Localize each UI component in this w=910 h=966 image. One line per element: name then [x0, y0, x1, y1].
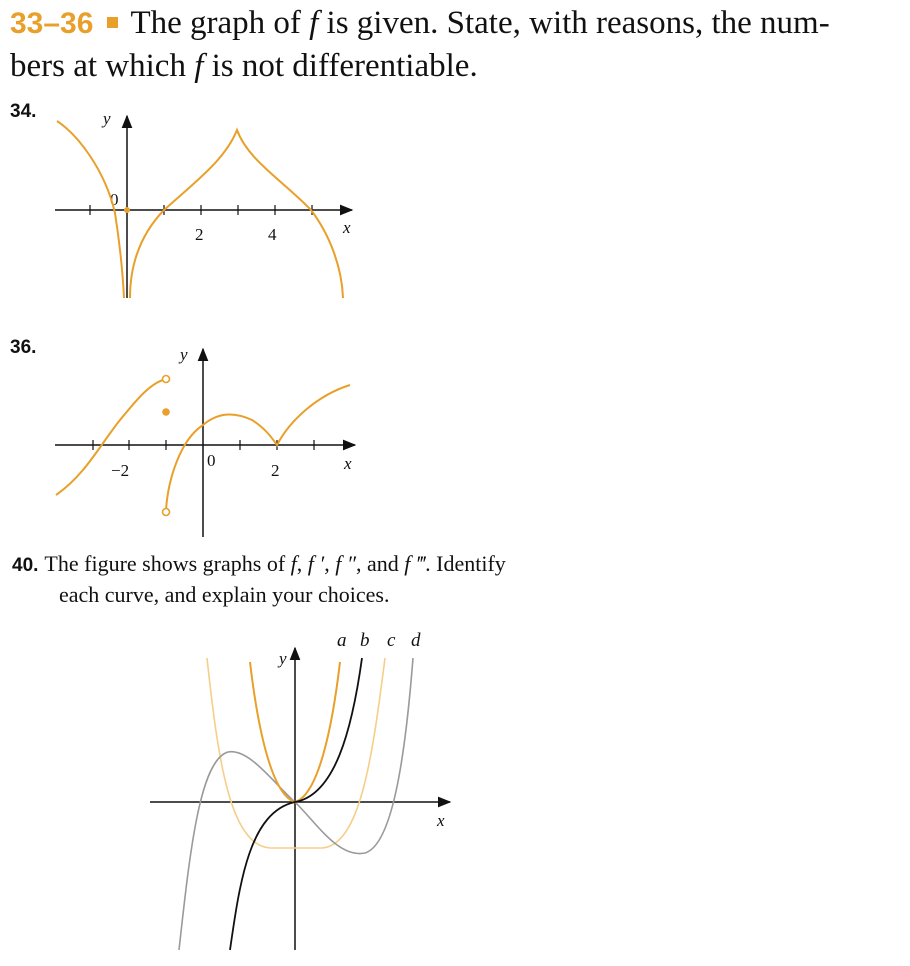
graph-36-right-piece	[166, 385, 350, 510]
graph-36-x-label: x	[344, 454, 352, 473]
heading-line2-b: is not differentiable.	[203, 48, 478, 84]
p40-sep1: ,	[296, 551, 308, 576]
graph-34	[55, 109, 352, 298]
problem-34-number: 34.	[10, 101, 37, 122]
graph-40-y-label: y	[279, 649, 287, 668]
p40-line1-b: . Identify	[425, 551, 506, 576]
graph-40	[150, 630, 450, 950]
curve-label-a: a	[337, 630, 347, 651]
graph-34-origin: 0	[110, 190, 119, 209]
curve-label-d: d	[411, 630, 421, 651]
problem-40-number: 40.	[12, 555, 39, 576]
graph-36-open-point-top	[163, 376, 170, 383]
graph-36-y-label: y	[180, 345, 188, 364]
heading-f1: f	[309, 5, 319, 41]
curve-label-c: c	[387, 630, 396, 651]
heading-f2: f	[194, 48, 204, 84]
graph-34-main-branch	[130, 130, 343, 298]
graph-34-tick-4: 4	[268, 225, 277, 244]
p40-line1-a: The figure shows graphs of	[44, 551, 291, 576]
graph-36-filled-point	[162, 408, 170, 416]
p40-line2: each curve, and explain your choices.	[59, 582, 390, 607]
p40-f-triple: f ‴	[404, 551, 426, 576]
graph-36-tick-neg2: −2	[111, 461, 130, 480]
p40-f: f	[290, 551, 297, 576]
graph-40-x-label: x	[437, 811, 445, 830]
graph-36-tick-2: 2	[271, 461, 280, 480]
p40-f-prime: f ′	[307, 551, 325, 576]
graph-36-open-point-bottom	[163, 509, 170, 516]
problem-36-number: 36.	[10, 337, 37, 358]
p40-f-double: f ″	[335, 551, 356, 576]
graph-36-origin: 0	[207, 451, 216, 470]
heading-text-b: is given. State, with reasons, the num-	[318, 5, 830, 41]
p40-sep3: , and	[356, 551, 405, 576]
heading-text-a: The graph of	[130, 5, 310, 41]
graph-34-tick-2: 2	[195, 225, 204, 244]
p40-sep2: ,	[324, 551, 336, 576]
graph-34-x-label: x	[343, 218, 351, 237]
curve-d	[179, 658, 413, 950]
heading-line2-a: bers at which	[10, 48, 195, 84]
graph-36-left-piece	[56, 380, 163, 495]
graph-36	[55, 345, 355, 537]
problem-range: 33–36	[10, 7, 94, 40]
curve-label-b: b	[360, 630, 370, 651]
graph-34-y-label: y	[103, 109, 111, 128]
graph-34-point	[124, 207, 130, 213]
